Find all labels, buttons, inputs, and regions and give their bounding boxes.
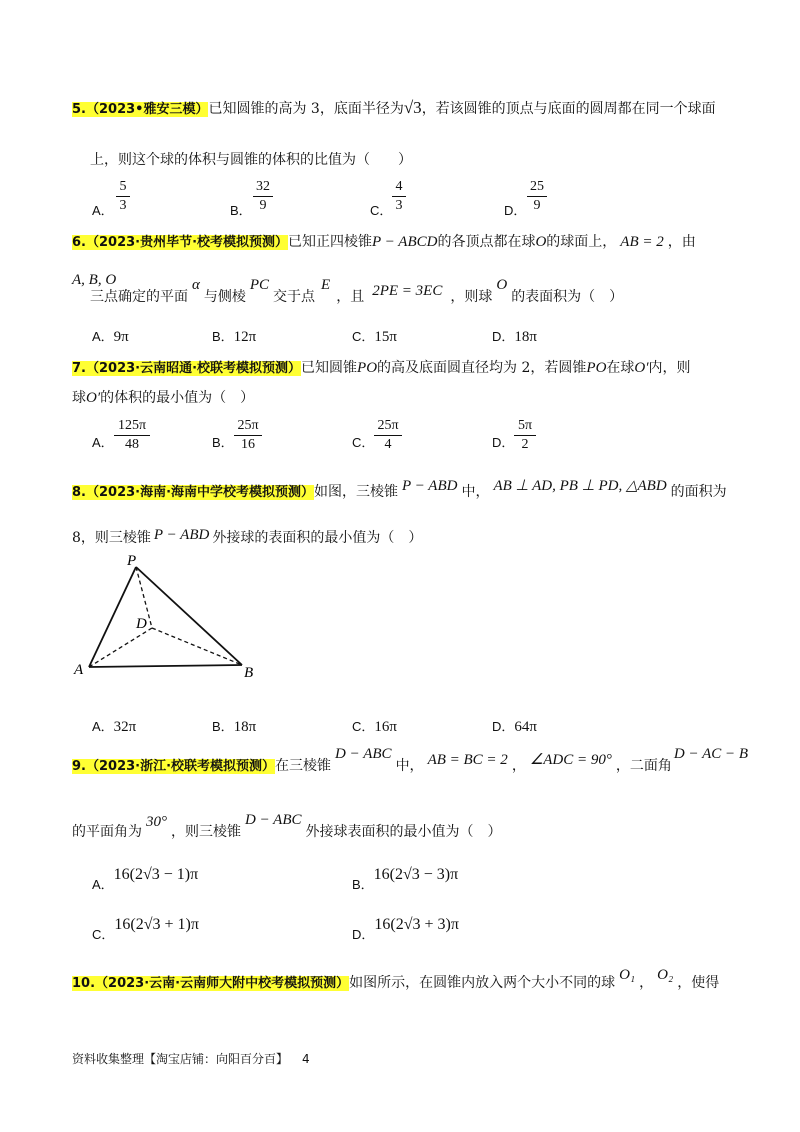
q8-option-c: C．16π xyxy=(352,719,397,735)
q5-option-a-label: A． xyxy=(92,203,114,218)
q5-option-b-label: B． xyxy=(230,203,252,218)
q7-option-b-fraction: 25π 16 xyxy=(234,418,262,453)
page-footer xyxy=(72,1050,310,1067)
q7-option-b-label: B． xyxy=(212,435,234,450)
q7-option-c-label: C． xyxy=(352,435,375,450)
q6-option-d: D．18π xyxy=(492,329,537,345)
q7-option-d-label: D． xyxy=(492,435,515,450)
question-9-line-1: 9.（2023·浙江·校联考模拟预测）在三棱锥D − ABC中， AB = BC = 2 ， ∠ADC = 90° ，二面角D − AC − B xyxy=(72,746,749,774)
question-8-line-2: 8，则三棱锥 P − ABD 外接球的表面积的最小值为（ ） xyxy=(72,527,423,546)
question-7-line-1: 7.（2023·云南昭通·校联考模拟预测）已知圆锥PO的高及底面圆直径均为 2，若圆锥PO在球O′内，则 xyxy=(72,360,691,376)
q7-option-a-fraction: 125π 48 xyxy=(114,418,150,453)
question-8-line-1: 8.（2023·海南·海南中学校考模拟预测）如图，三棱锥 P − ABD 中， AB ⊥ AD, PB ⊥ PD, △ABD 的面积为 xyxy=(72,478,727,500)
sqrt-3: √3 xyxy=(403,98,422,117)
label-a: A xyxy=(74,662,84,678)
page-number: 4 xyxy=(302,1052,310,1066)
q5-option-c-fraction: 4 3 xyxy=(392,179,406,214)
tetrahedron-figure xyxy=(70,550,270,685)
q8-option-a: A．32π xyxy=(92,719,137,735)
footer-text: 资料收集整理【淘宝店铺：向阳百分百】 xyxy=(72,1052,289,1066)
q6-points-abo: A, B, O xyxy=(72,272,117,288)
question-10-tag: 10.（2023·云南·云南师大附中校考模拟预测） xyxy=(72,976,350,991)
edge-pa xyxy=(89,567,136,667)
q6-option-a: A．9π xyxy=(92,329,129,345)
edge-ab xyxy=(89,665,242,667)
question-6-tag: 6.（2023·贵州毕节·校考模拟预测） xyxy=(72,235,289,250)
q5-option-c-label: C． xyxy=(370,203,393,218)
question-5-line-2: 上，则这个球的体积与圆锥的体积的比值为（ ） xyxy=(90,152,412,168)
edge-bd xyxy=(152,628,242,665)
q8-option-b: B．18π xyxy=(212,719,257,735)
label-d: D xyxy=(136,616,147,632)
q5-option-d-fraction: 25 9 xyxy=(527,179,547,214)
question-6-line-2: 三点确定的平面α与侧棱PC交于点E，且 2PE = 3EC ，则球O的表面积为（ ） xyxy=(90,277,624,305)
question-9-line-2: 的平面角为30°，则三棱锥D − ABC外接球表面积的最小值为（ ） xyxy=(72,812,502,840)
q6-option-b: B．12π xyxy=(212,329,257,345)
label-b: B xyxy=(244,665,254,681)
question-5-line-1: 5.（2023•雅安三模）已知圆锥的高为 3，底面半径为√3，若该圆锥的顶点与底面的圆周都在同一个球面 xyxy=(72,98,716,117)
question-10-line-1: 10.（2023·云南·云南师大附中校考模拟预测）如图所示，在圆锥内放入两个大小不同的球 O₁ ， O₂ ，使得 xyxy=(72,967,720,991)
q9-option-b: B．16(2√3 − 3)π xyxy=(352,866,459,892)
q5-option-a-fraction: 5 3 xyxy=(116,179,130,214)
q8-option-d: D．64π xyxy=(492,719,537,735)
question-7-tag: 7.（2023·云南昭通·校联考模拟预测） xyxy=(72,361,302,376)
q9-option-d: D．16(2√3 + 3)π xyxy=(352,916,459,942)
label-p: P xyxy=(127,553,137,569)
q9-option-a: A．16(2√3 − 1)π xyxy=(92,866,199,892)
q7-option-d-fraction: 5π 2 xyxy=(514,418,536,453)
q7-option-a-label: A． xyxy=(92,435,114,450)
question-7-line-2: 球O′的体积的最小值为（ ） xyxy=(72,390,255,406)
q5-option-b-fraction: 32 9 xyxy=(253,179,273,214)
edge-pb xyxy=(136,567,242,665)
q9-option-c: C．16(2√3 + 1)π xyxy=(92,916,199,942)
question-6-line-1: 6.（2023·贵州毕节·校考模拟预测）已知正四棱锥P − ABCD的各顶点都在球O的球面上， AB = 2 ，由 xyxy=(72,234,696,250)
question-5-tag: 5.（2023•雅安三模） xyxy=(72,102,209,117)
q5-option-d-label: D． xyxy=(504,203,527,218)
question-9-tag: 9.（2023·浙江·校联考模拟预测） xyxy=(72,759,276,774)
q6-option-c: C．15π xyxy=(352,329,397,345)
q7-option-c-fraction: 25π 4 xyxy=(374,418,402,453)
question-8-tag: 8.（2023·海南·海南中学校考模拟预测） xyxy=(72,485,315,500)
